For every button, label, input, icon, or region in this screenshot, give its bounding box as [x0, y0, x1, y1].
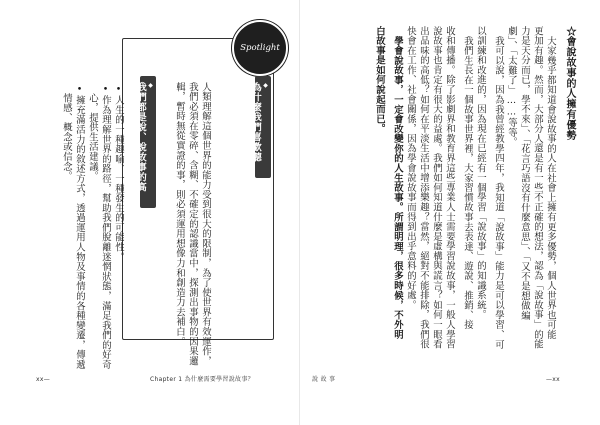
section-tab-storytellers-label: 我們都是說、說故事的高手：	[121, 82, 146, 192]
section-heading: ☆會說故事的人擁有優勢	[564, 26, 575, 141]
section1-text	[173, 82, 212, 366]
body-line: 出品味的高低？如何在平淡生活中增添樂趣？當然，絕對不能排除，我們很	[418, 26, 429, 350]
closing-line: 白故事是如何說起而已。	[374, 26, 385, 134]
body-line: 大家幾乎都知道會說故事的人在社會上擁有更多優勢，個人世界也可能	[545, 36, 556, 340]
body-line: 收和傳播。除了影劇界和教育界這些專業人士需要學習說故事，一般人學習	[444, 26, 455, 350]
diamond-icon: ◆	[147, 82, 154, 90]
bullet-icon: •	[100, 84, 111, 96]
body-line: 快會在工作、社會關係，因為學會說故事而得到出乎意料的好處。	[405, 26, 416, 310]
list-item: •作為理解世界的路徑，幫助我們脫離迷惘狀態，滿足我們的好奇	[100, 84, 111, 370]
list-item: •人生的一種趣喻、一種發生的可能性。	[113, 84, 124, 262]
section1-line: 輯，暫時無從實證的事，則必須運用想像力和創造力去補白。	[174, 82, 185, 347]
right-body-text	[373, 26, 576, 356]
diamond-icon: ◆	[262, 82, 269, 90]
section-tab-storytellers	[121, 76, 156, 208]
spotlight-badge	[232, 20, 288, 76]
bullet-icon: •	[113, 84, 124, 96]
section1-line: 我們必須在零碎、含糊、不確定的認識當中，探測出事物的因果邏	[187, 82, 198, 366]
list-item: •擁充滿活力的敘述方式，透過運用人物及事情的各種變遷，傳遞	[74, 84, 85, 370]
left-folio: xx—	[36, 376, 51, 383]
body-line: 說故事也肯定有很大的益處。我們如何知道什麼是虛構與謊言？如何一眼看	[431, 26, 442, 350]
book-running-head: 說 故 事	[312, 376, 336, 383]
spotlight-badge-label: Spotlight	[240, 43, 280, 53]
body-line: 力是天分而已，學不來」、「花言巧語沒有什麼意思」、「又不是想做編	[519, 26, 530, 321]
chapter-running-head: Chapter 1 為什麼需要學習說故事？	[150, 376, 254, 383]
closing-line: 學會說故事，一定會改變你的人生故事。所謂明理，很多時候，不外明	[392, 36, 403, 340]
right-folio: —xx	[546, 376, 561, 383]
section2-list	[60, 84, 125, 370]
body-line: 更加有趣。然而，大部分人還是有一些不正確的想法，認為「說故事」的能	[532, 26, 543, 350]
bullet-icon: •	[74, 84, 85, 96]
body-line: 劇」、「太難了」……等等。	[506, 26, 517, 148]
section-tab-why-stories	[236, 76, 271, 178]
body-line: 我們生長在一個故事世界裡，大家習慣故事去表達、遊說、推銷、接	[462, 36, 473, 330]
right-page	[300, 0, 600, 425]
list-item-continued: 心，提供生活建議。	[87, 93, 98, 182]
body-line: 我可以說，因為我曾經教學四年，我知道「說故事」能力是可以學習、可	[493, 36, 504, 350]
section1-line: 人類理解這個世界的能力受到很大的限制，為了使世界有效運作，	[200, 82, 211, 366]
section-tab-why-stories-label: 為什麼我們喜歡聽故事？	[236, 82, 261, 162]
list-item-continued: 情感、概念或信念。	[61, 93, 72, 182]
body-line: 以訓練和改進的，因為現在已經有一個學習「說故事」的知識系統。	[475, 26, 486, 320]
